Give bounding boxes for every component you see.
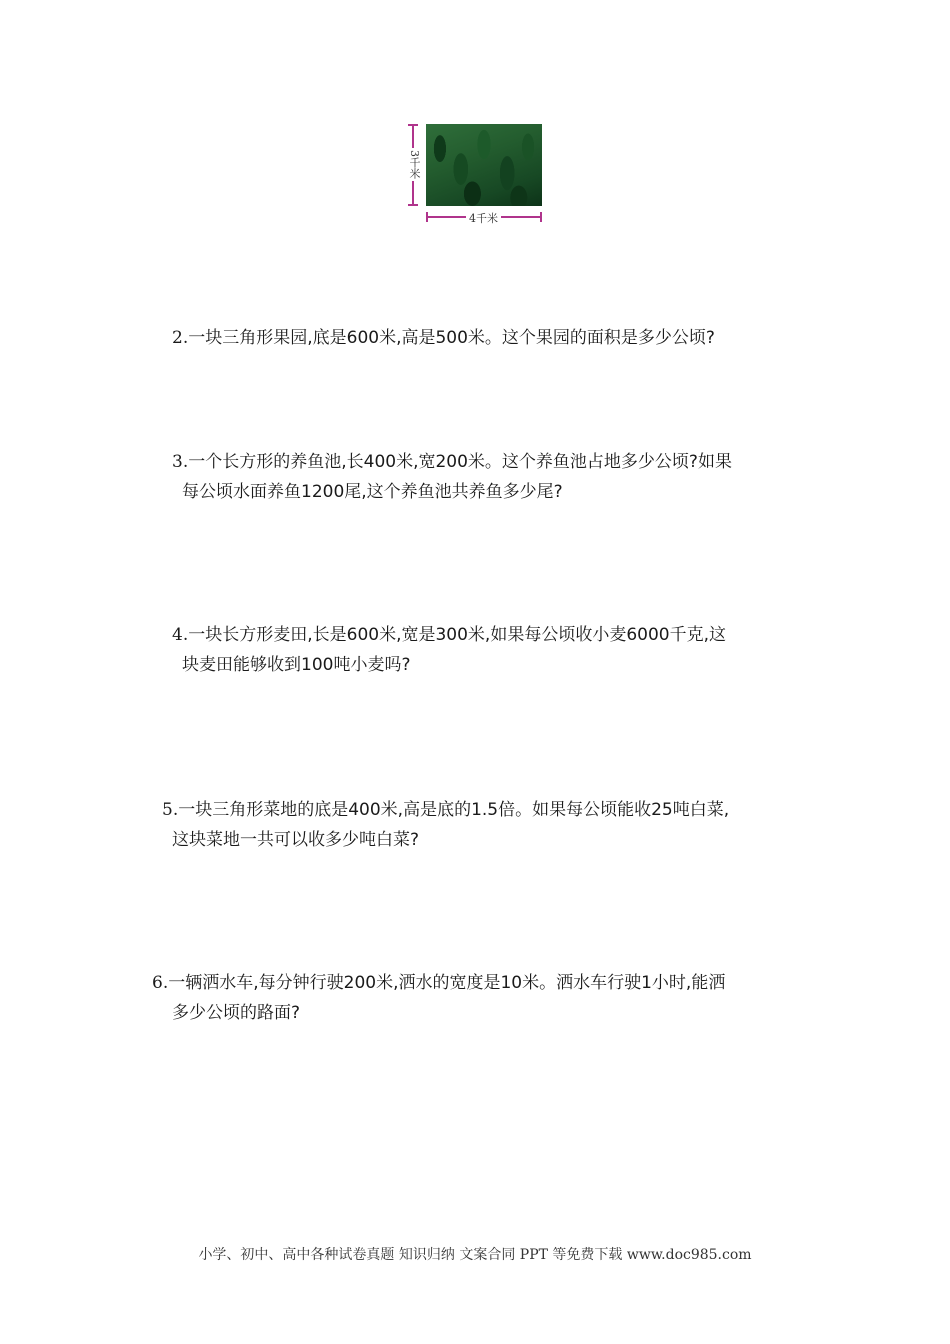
question-text-line: 多少公顷的路面? [172,1003,301,1023]
forest-figure [404,118,552,230]
question-text-line: 一个长方形的养鱼池,长400米,宽200米。这个养鱼池占地多少公顷?如果 [188,452,732,472]
question-text-line: 块麦田能够收到100吨小麦吗? [182,655,411,675]
question-number: 5. [162,800,179,820]
question-number: 3. [172,452,189,472]
width-label: 4千米 [466,210,501,226]
height-label: 3千米 [408,150,421,179]
question-5 [162,795,842,855]
forest-image [426,124,542,206]
question-text-line: 一块三角形菜地的底是400米,高是底的1.5倍。如果每公顷能收25吨白菜, [178,800,730,820]
question-text-line: 一块三角形果园,底是600米,高是500米。这个果园的面积是多少公顷? [188,328,715,348]
page-footer: 小学、初中、高中各种试卷真题 知识归纳 文案合同 PPT 等免费下载 www.doc985.com [198,1247,752,1263]
question-number: 4. [172,625,189,645]
question-number: 6. [152,973,169,993]
question-text-line: 一块长方形麦田,长是600米,宽是300米,如果每公顷收小麦6000千克,这 [188,625,727,645]
question-text-line: 每公顷水面养鱼1200尾,这个养鱼池共养鱼多少尾? [182,482,563,502]
question-6 [152,968,842,1028]
question-3 [172,447,832,507]
question-2 [172,323,832,353]
question-text-line: 这块菜地一共可以收多少吨白菜? [172,830,420,850]
question-number: 2. [172,328,189,348]
question-4 [172,620,832,680]
question-text-line: 一辆洒水车,每分钟行驶200米,洒水的宽度是10米。洒水车行驶1小时,能洒 [168,973,726,993]
